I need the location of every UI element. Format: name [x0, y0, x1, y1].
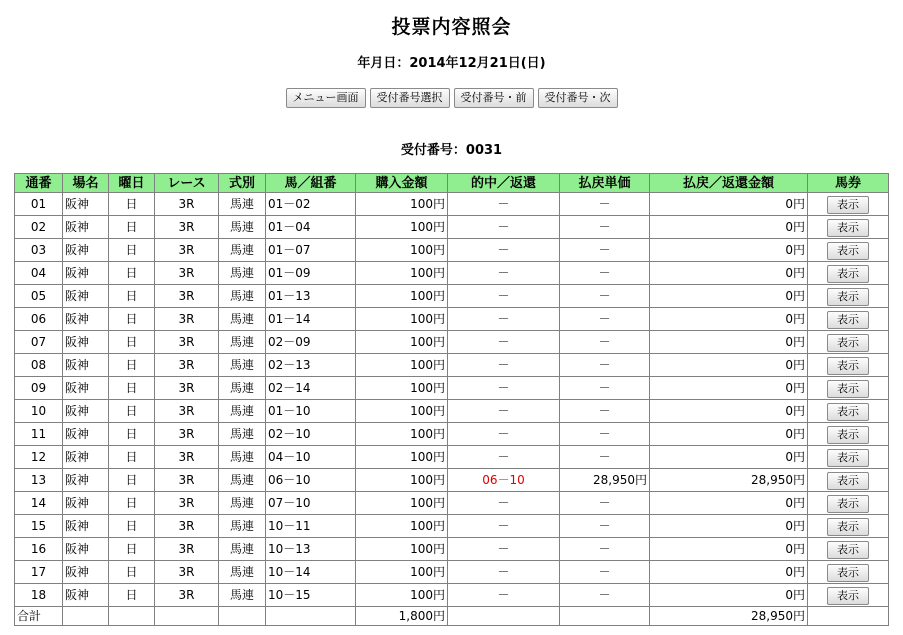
combination-cell: 02－09	[266, 331, 356, 354]
day-cell: 日	[109, 354, 155, 377]
hit-cell: －	[448, 308, 560, 331]
table-row	[15, 193, 889, 216]
day-cell: 日	[109, 216, 155, 239]
bet-type-cell: 馬連	[219, 446, 266, 469]
venue-cell: 阪神	[63, 262, 109, 285]
race-cell: 3R	[155, 239, 219, 262]
race-cell: 3R	[155, 446, 219, 469]
table-row	[15, 331, 889, 354]
amount-cell: 100円	[356, 469, 448, 492]
venue-cell: 阪神	[63, 400, 109, 423]
combination-cell: 10－13	[266, 538, 356, 561]
bet-type-cell: 馬連	[219, 285, 266, 308]
row-number: 16	[15, 538, 63, 561]
bet-type-cell: 馬連	[219, 308, 266, 331]
payout-cell: 0円	[650, 216, 808, 239]
combination-cell: 01－14	[266, 308, 356, 331]
unit-price-cell: －	[560, 377, 650, 400]
row-number: 09	[15, 377, 63, 400]
header-cell: 的中／返還	[448, 174, 560, 193]
table-row	[15, 584, 889, 607]
amount-cell: 100円	[356, 561, 448, 584]
navigation-buttons	[0, 88, 903, 108]
unit-price-cell: －	[560, 239, 650, 262]
receipt-next-button[interactable]: 受付番号・次	[538, 88, 618, 108]
row-number: 17	[15, 561, 63, 584]
payout-cell: 0円	[650, 285, 808, 308]
hit-cell: －	[448, 400, 560, 423]
hit-cell: －	[448, 262, 560, 285]
table-row	[15, 354, 889, 377]
header-cell: 式別	[219, 174, 266, 193]
payout-cell: 0円	[650, 423, 808, 446]
venue-cell: 阪神	[63, 377, 109, 400]
hit-cell: －	[448, 377, 560, 400]
payout-cell: 0円	[650, 193, 808, 216]
payout-cell: 28,950円	[650, 469, 808, 492]
race-cell: 3R	[155, 377, 219, 400]
day-cell: 日	[109, 469, 155, 492]
amount-cell: 100円	[356, 193, 448, 216]
total-label: 合計	[15, 607, 63, 626]
total-amount: 1,800円	[356, 607, 448, 626]
row-number: 18	[15, 584, 63, 607]
payout-cell: 0円	[650, 262, 808, 285]
combination-cell: 01－07	[266, 239, 356, 262]
row-number: 01	[15, 193, 63, 216]
combination-cell: 01－02	[266, 193, 356, 216]
header-cell: 払戻単価	[560, 174, 650, 193]
venue-cell: 阪神	[63, 469, 109, 492]
race-cell: 3R	[155, 331, 219, 354]
combination-cell: 04－10	[266, 446, 356, 469]
unit-price-cell: －	[560, 308, 650, 331]
menu-button[interactable]: メニュー画面	[286, 88, 366, 108]
race-cell: 3R	[155, 308, 219, 331]
amount-cell: 100円	[356, 262, 448, 285]
bet-type-cell: 馬連	[219, 377, 266, 400]
payout-cell: 0円	[650, 515, 808, 538]
race-cell: 3R	[155, 561, 219, 584]
row-number: 11	[15, 423, 63, 446]
amount-cell: 100円	[356, 331, 448, 354]
row-number: 15	[15, 515, 63, 538]
amount-cell: 100円	[356, 446, 448, 469]
hit-cell: －	[448, 492, 560, 515]
combination-cell: 06－10	[266, 469, 356, 492]
amount-cell: 100円	[356, 492, 448, 515]
show-ticket-button[interactable]: 表示	[827, 541, 869, 559]
day-cell: 日	[109, 492, 155, 515]
hit-cell: －	[448, 239, 560, 262]
payout-cell: 0円	[650, 561, 808, 584]
table-row	[15, 239, 889, 262]
unit-price-cell: －	[560, 584, 650, 607]
table-row	[15, 400, 889, 423]
table-row	[15, 469, 889, 492]
combination-cell: 02－14	[266, 377, 356, 400]
payout-cell: 0円	[650, 492, 808, 515]
show-ticket-button[interactable]: 表示	[827, 196, 869, 214]
show-ticket-button[interactable]: 表示	[827, 357, 869, 375]
row-number: 02	[15, 216, 63, 239]
bet-type-cell: 馬連	[219, 216, 266, 239]
header-cell: 購入金額	[356, 174, 448, 193]
header-cell: 馬／組番	[266, 174, 356, 193]
hit-cell: －	[448, 515, 560, 538]
table-row	[15, 561, 889, 584]
race-cell: 3R	[155, 469, 219, 492]
row-number: 05	[15, 285, 63, 308]
venue-cell: 阪神	[63, 308, 109, 331]
combination-cell: 01－04	[266, 216, 356, 239]
venue-cell: 阪神	[63, 285, 109, 308]
hit-cell: －	[448, 423, 560, 446]
hit-cell: －	[448, 285, 560, 308]
receipt-select-button[interactable]: 受付番号選択	[370, 88, 450, 108]
payout-cell: 0円	[650, 400, 808, 423]
day-cell: 日	[109, 239, 155, 262]
combination-cell: 01－13	[266, 285, 356, 308]
venue-cell: 阪神	[63, 515, 109, 538]
row-number: 14	[15, 492, 63, 515]
day-cell: 日	[109, 262, 155, 285]
day-cell: 日	[109, 377, 155, 400]
race-cell: 3R	[155, 262, 219, 285]
amount-cell: 100円	[356, 285, 448, 308]
day-cell: 日	[109, 446, 155, 469]
bet-type-cell: 馬連	[219, 193, 266, 216]
show-ticket-button[interactable]: 表示	[827, 426, 869, 444]
bet-type-cell: 馬連	[219, 469, 266, 492]
show-ticket-button[interactable]: 表示	[827, 518, 869, 536]
show-ticket-button[interactable]: 表示	[827, 380, 869, 398]
hit-cell: －	[448, 354, 560, 377]
bet-type-cell: 馬連	[219, 423, 266, 446]
bet-type-cell: 馬連	[219, 239, 266, 262]
combination-cell: 10－11	[266, 515, 356, 538]
bet-type-cell: 馬連	[219, 561, 266, 584]
venue-cell: 阪神	[63, 584, 109, 607]
amount-cell: 100円	[356, 400, 448, 423]
combination-cell: 10－15	[266, 584, 356, 607]
header-cell: 曜日	[109, 174, 155, 193]
day-cell: 日	[109, 400, 155, 423]
row-number: 12	[15, 446, 63, 469]
combination-cell: 01－10	[266, 400, 356, 423]
amount-cell: 100円	[356, 354, 448, 377]
show-ticket-button[interactable]: 表示	[827, 495, 869, 513]
row-number: 03	[15, 239, 63, 262]
table-row	[15, 515, 889, 538]
hit-cell: －	[448, 331, 560, 354]
venue-cell: 阪神	[63, 423, 109, 446]
header-cell: レース	[155, 174, 219, 193]
race-cell: 3R	[155, 492, 219, 515]
unit-price-cell: －	[560, 492, 650, 515]
table-row	[15, 262, 889, 285]
receipt-number: 受付番号：0031	[400, 143, 503, 158]
hit-cell: －	[448, 584, 560, 607]
race-cell: 3R	[155, 193, 219, 216]
table-row	[15, 492, 889, 515]
day-cell: 日	[109, 423, 155, 446]
payout-cell: 0円	[650, 584, 808, 607]
show-ticket-button[interactable]: 表示	[827, 403, 869, 421]
hit-cell: －	[448, 446, 560, 469]
venue-cell: 阪神	[63, 216, 109, 239]
venue-cell: 阪神	[63, 331, 109, 354]
table-row	[15, 538, 889, 561]
unit-price-cell: －	[560, 193, 650, 216]
race-cell: 3R	[155, 285, 219, 308]
row-number: 06	[15, 308, 63, 331]
row-number: 04	[15, 262, 63, 285]
row-number: 07	[15, 331, 63, 354]
unit-price-cell: －	[560, 400, 650, 423]
race-cell: 3R	[155, 400, 219, 423]
hit-cell: 06－10	[448, 469, 560, 492]
show-ticket-button[interactable]: 表示	[827, 587, 869, 605]
receipt-prev-button[interactable]: 受付番号・前	[454, 88, 534, 108]
unit-price-cell: －	[560, 262, 650, 285]
table-row	[15, 423, 889, 446]
amount-cell: 100円	[356, 239, 448, 262]
amount-cell: 100円	[356, 538, 448, 561]
unit-price-cell: －	[560, 354, 650, 377]
bet-type-cell: 馬連	[219, 515, 266, 538]
day-cell: 日	[109, 515, 155, 538]
race-cell: 3R	[155, 216, 219, 239]
venue-cell: 阪神	[63, 193, 109, 216]
amount-cell: 100円	[356, 377, 448, 400]
bet-type-cell: 馬連	[219, 538, 266, 561]
row-number: 13	[15, 469, 63, 492]
bet-type-cell: 馬連	[219, 354, 266, 377]
amount-cell: 100円	[356, 216, 448, 239]
unit-price-cell: －	[560, 561, 650, 584]
show-ticket-button[interactable]: 表示	[827, 472, 869, 490]
payout-cell: 0円	[650, 377, 808, 400]
combination-cell: 10－14	[266, 561, 356, 584]
payout-cell: 0円	[650, 239, 808, 262]
table-row	[15, 446, 889, 469]
unit-price-cell: －	[560, 538, 650, 561]
unit-price-cell: －	[560, 515, 650, 538]
day-cell: 日	[109, 331, 155, 354]
day-cell: 日	[109, 538, 155, 561]
row-number: 10	[15, 400, 63, 423]
race-cell: 3R	[155, 515, 219, 538]
table-row	[15, 285, 889, 308]
header-cell: 場名	[63, 174, 109, 193]
combination-cell: 02－10	[266, 423, 356, 446]
bet-type-cell: 馬連	[219, 492, 266, 515]
day-cell: 日	[109, 561, 155, 584]
table-row	[15, 308, 889, 331]
race-cell: 3R	[155, 354, 219, 377]
bet-type-cell: 馬連	[219, 262, 266, 285]
bet-type-cell: 馬連	[219, 400, 266, 423]
venue-cell: 阪神	[63, 446, 109, 469]
payout-cell: 0円	[650, 308, 808, 331]
row-number: 08	[15, 354, 63, 377]
unit-price-cell: －	[560, 331, 650, 354]
bet-table	[14, 173, 889, 626]
day-cell: 日	[109, 308, 155, 331]
race-cell: 3R	[155, 584, 219, 607]
payout-cell: 0円	[650, 354, 808, 377]
show-ticket-button[interactable]: 表示	[827, 288, 869, 306]
combination-cell: 07－10	[266, 492, 356, 515]
bet-type-cell: 馬連	[219, 584, 266, 607]
total-row	[15, 607, 889, 626]
venue-cell: 阪神	[63, 354, 109, 377]
show-ticket-button[interactable]: 表示	[827, 219, 869, 237]
venue-cell: 阪神	[63, 561, 109, 584]
day-cell: 日	[109, 285, 155, 308]
header-cell: 馬券	[808, 174, 889, 193]
unit-price-cell: －	[560, 285, 650, 308]
amount-cell: 100円	[356, 308, 448, 331]
hit-cell: －	[448, 538, 560, 561]
show-ticket-button[interactable]: 表示	[827, 564, 869, 582]
combination-cell: 02－13	[266, 354, 356, 377]
race-cell: 3R	[155, 423, 219, 446]
show-ticket-button[interactable]: 表示	[827, 449, 869, 467]
amount-cell: 100円	[356, 515, 448, 538]
total-payout: 28,950円	[650, 607, 808, 626]
venue-cell: 阪神	[63, 538, 109, 561]
show-ticket-button[interactable]: 表示	[827, 265, 869, 283]
show-ticket-button[interactable]: 表示	[827, 311, 869, 329]
table-header-row	[15, 174, 889, 193]
amount-cell: 100円	[356, 423, 448, 446]
amount-cell: 100円	[356, 584, 448, 607]
header-cell: 払戻／返還金額	[650, 174, 808, 193]
unit-price-cell: －	[560, 446, 650, 469]
bet-type-cell: 馬連	[219, 331, 266, 354]
header-cell: 通番	[15, 174, 63, 193]
table-row	[15, 377, 889, 400]
venue-cell: 阪神	[63, 492, 109, 515]
payout-cell: 0円	[650, 446, 808, 469]
payout-cell: 0円	[650, 331, 808, 354]
hit-cell: －	[448, 561, 560, 584]
hit-cell: －	[448, 193, 560, 216]
unit-price-cell: －	[560, 423, 650, 446]
unit-price-cell: 28,950円	[560, 469, 650, 492]
page-title: 投票内容照会	[391, 16, 512, 38]
unit-price-cell: －	[560, 216, 650, 239]
table-row	[15, 216, 889, 239]
combination-cell: 01－09	[266, 262, 356, 285]
payout-cell: 0円	[650, 538, 808, 561]
show-ticket-button[interactable]: 表示	[827, 242, 869, 260]
race-date: 年月日：2014年12月21日(日)	[357, 56, 546, 71]
show-ticket-button[interactable]: 表示	[827, 334, 869, 352]
venue-cell: 阪神	[63, 239, 109, 262]
race-cell: 3R	[155, 538, 219, 561]
day-cell: 日	[109, 193, 155, 216]
hit-cell: －	[448, 216, 560, 239]
day-cell: 日	[109, 584, 155, 607]
